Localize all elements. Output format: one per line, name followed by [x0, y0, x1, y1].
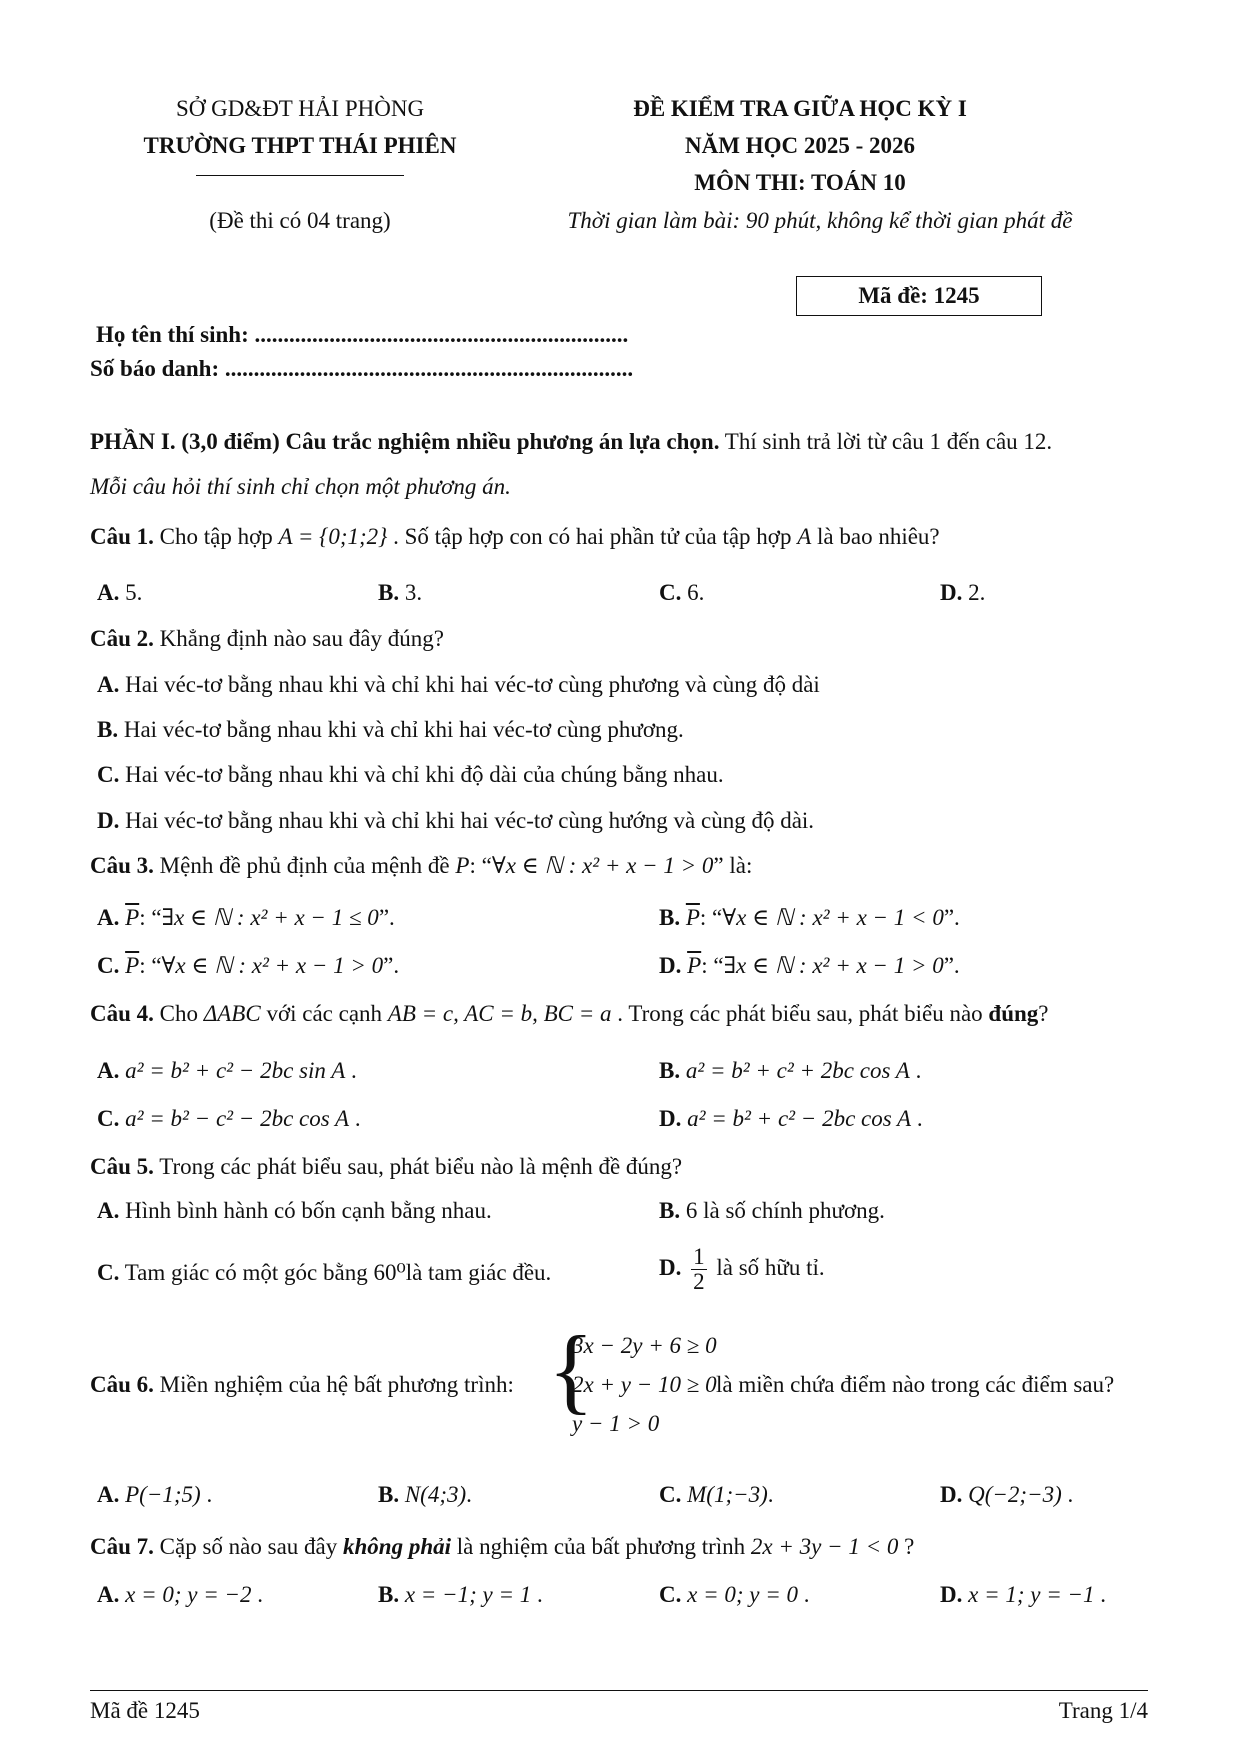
footer-exam-code: Mã đề 1245 [90, 1698, 200, 1723]
option-4a[interactable]: A. a² = b² + c² − 2bc sin A . [97, 1058, 357, 1083]
candidate-name-label: Họ tên thí sinh: [96, 322, 249, 347]
footer-rule [90, 1690, 1148, 1691]
candidate-id-line[interactable] [90, 356, 633, 382]
option-4b[interactable]: B. a² = b² + c² + 2bc cos A . [659, 1058, 922, 1083]
option-2c[interactable]: C. Hai véc-tơ bằng nhau khi và chỉ khi độ dài của chúng bằng nhau. [97, 762, 724, 787]
header-rule [196, 175, 404, 176]
option-5a[interactable]: A. Hình bình hành có bốn cạnh bằng nhau. [97, 1198, 492, 1223]
option-3b[interactable]: B. $\overline{P}$: “∀x ∈ ℕ : x² + x − 1 < 0”. [659, 905, 960, 930]
fraction: $\frac{1}{2}$ [693, 1244, 705, 1295]
option-6b[interactable]: B. N(4;3). [378, 1482, 472, 1507]
option-1d[interactable]: D. 2. [940, 580, 986, 605]
question-label: Câu 5. [90, 1154, 154, 1179]
question-1: Câu 1. Cho tập hợp A = {0;1;2} . Số tập hợp con có hai phần tử của tập hợp A là bao nhiêu? [90, 524, 940, 549]
time-note: Thời gian làm bài: 90 phút, không kể thời gian phát đề [567, 208, 1073, 233]
option-3d[interactable]: D. $\overline{P}$: “∃x ∈ ℕ : x² + x − 1 > 0”. [659, 953, 960, 978]
system-line-1: 3x − 2y + 6 ≥ 0 [572, 1333, 717, 1358]
question-6-tail: là miền chứa điểm nào trong các điểm sau? [716, 1372, 1115, 1397]
math-expression: ∀x ∈ ℕ : x² + x − 1 > 0 [491, 853, 714, 878]
option-7d[interactable]: D. x = 1; y = −1 . [940, 1582, 1107, 1607]
question-label: Câu 1. [90, 524, 154, 549]
question-2: Câu 2. Khẳng định nào sau đây đúng? [90, 626, 444, 651]
section-instruction: Mỗi câu hỏi thí sinh chỉ chọn một phương án. [90, 474, 511, 499]
option-7a[interactable]: A. x = 0; y = −2 . [97, 1582, 264, 1607]
subject: MÔN THI: TOÁN 10 [694, 170, 906, 195]
question-3: Câu 3. Mệnh đề phủ định của mệnh đề P: “∀x ∈ ℕ : x² + x − 1 > 0” là: [90, 853, 753, 878]
section-title [90, 429, 1052, 455]
option-1c[interactable]: C. 6. [659, 580, 705, 605]
system-line-2: 2x + y − 10 ≥ 0 [572, 1372, 717, 1397]
math-expression: A = {0;1;2} [278, 524, 388, 549]
option-3c[interactable]: C. $\overline{P}$: “∀x ∈ ℕ : x² + x − 1 > 0”. [97, 953, 400, 978]
candidate-id-label: Số báo danh: [90, 356, 220, 381]
option-3a[interactable]: A. $\overline{P}$: “∃x ∈ ℕ : x² + x − 1 ≤ 0”. [97, 905, 395, 930]
option-1b[interactable]: B. 3. [378, 580, 423, 605]
footer-page-number: Trang 1/4 [1058, 1698, 1148, 1723]
candidate-id-dots: ....................................................................... [224, 356, 634, 381]
section-title-rest: Thí sinh trả lời từ câu 1 đến câu 12. [719, 429, 1053, 454]
question-4: Câu 4. Cho ΔABC với các cạnh AB = c, AC = b, BC = a . Trong các phát biểu sau, phát biểu nào đúng? [90, 1001, 1049, 1026]
option-2d[interactable]: D. Hai véc-tơ bằng nhau khi và chỉ khi hai véc-tơ cùng hướng và cùng độ dài. [97, 808, 815, 833]
option-2b[interactable]: B. Hai véc-tơ bằng nhau khi và chỉ khi hai véc-tơ cùng phương. [97, 717, 684, 742]
school-year: NĂM HỌC 2025 - 2026 [685, 133, 915, 158]
option-5b[interactable]: B. 6 là số chính phương. [659, 1198, 885, 1223]
exam-code-box: Mã đề: 1245 [796, 276, 1042, 316]
option-5d[interactable]: D. $\frac{1}{2}$ là số hữu tỉ. [659, 1244, 825, 1295]
option-4d[interactable]: D. a² = b² + c² − 2bc cos A . [659, 1106, 923, 1131]
brace-icon: { [548, 1316, 595, 1423]
candidate-name-dots: ................................................................. [254, 322, 629, 347]
question-label: Câu 4. [90, 1001, 154, 1026]
option-6d[interactable]: D. Q(−2;−3) . [940, 1482, 1074, 1507]
option-1a[interactable]: A. 5. [97, 580, 143, 605]
pages-note: (Đề thi có 04 trang) [209, 208, 391, 233]
question-5: Câu 5. Trong các phát biểu sau, phát biểu nào là mệnh đề đúng? [90, 1154, 683, 1179]
school-name: TRƯỜNG THPT THÁI PHIÊN [143, 133, 457, 158]
department-name: SỞ GD&ĐT HẢI PHÒNG [175, 96, 425, 121]
question-label: Câu 6. [90, 1372, 154, 1397]
question-label: Câu 7. [90, 1534, 154, 1559]
question-6: Câu 6. Miền nghiệm của hệ bất phương trình: [90, 1372, 514, 1397]
option-7b[interactable]: B. x = −1; y = 1 . [378, 1582, 543, 1607]
option-6c[interactable]: C. M(1;−3). [659, 1482, 774, 1507]
section-title-bold: PHẦN I. (3,0 điểm) Câu trắc nghiệm nhiều phương án lựa chọn. [90, 429, 720, 454]
exam-title: ĐỀ KIỂM TRA GIỮA HỌC KỲ I [633, 96, 967, 121]
option-7c[interactable]: C. x = 0; y = 0 . [659, 1582, 810, 1607]
option-2a[interactable]: A. Hai véc-tơ bằng nhau khi và chỉ khi hai véc-tơ cùng phương và cùng độ dài [97, 672, 820, 697]
option-5c[interactable]: C. Tam giác có một góc bằng 60⁰là tam giác đều. [97, 1260, 552, 1285]
system-line-3: y − 1 > 0 [572, 1411, 660, 1436]
question-label: Câu 2. [90, 626, 154, 651]
candidate-name-line[interactable] [96, 322, 628, 348]
option-4c[interactable]: C. a² = b² − c² − 2bc cos A . [97, 1106, 361, 1131]
option-6a[interactable]: A. P(−1;5) . [97, 1482, 213, 1507]
question-label: Câu 3. [90, 853, 154, 878]
question-7: Câu 7. Cặp số nào sau đây không phải là nghiệm của bất phương trình 2x + 3y − 1 < 0 ? [90, 1534, 915, 1559]
